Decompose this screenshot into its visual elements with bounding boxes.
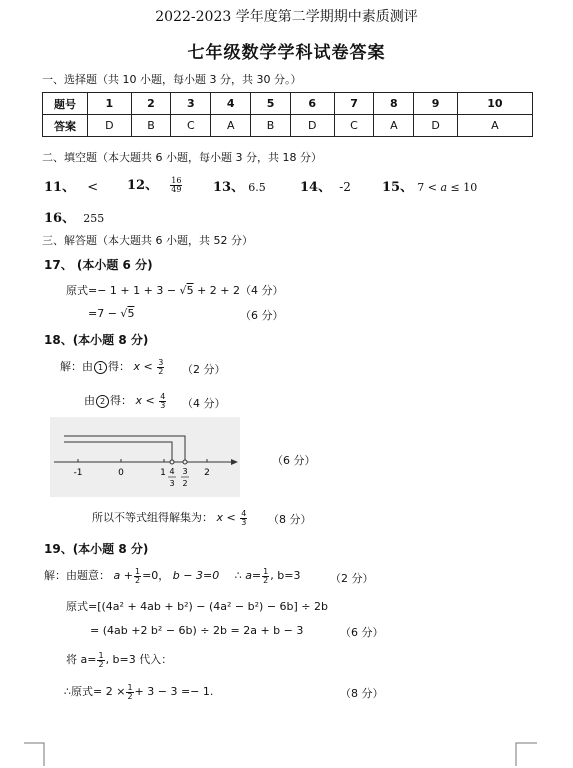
document-header: 2022-2023 学年度第二学期期中素质测评 [155,9,418,25]
question-number: 16、 [44,211,76,226]
table-cell: C [171,115,211,137]
answer-table [42,92,533,137]
table-cell: A [457,115,532,137]
table-cell: B [131,115,171,137]
radicand: 5 [127,307,135,320]
answer-variable: a [440,181,448,194]
table-cell: 10 [457,93,532,115]
answer-value: -2 [339,180,351,194]
open-point-3-2 [183,460,187,464]
fraction [159,393,166,410]
expression: ∴原式= 2 × [64,685,126,698]
operator: < [226,511,236,524]
section-1-heading: 一、选择题（共 10 小题，每小题 3 分，共 30 分。） [42,73,302,86]
expression: a + [113,569,133,582]
question-number: 14、 [300,180,332,195]
denominator: 2 [98,659,104,669]
operator: < [145,394,155,407]
answer-part: 7 < [417,181,437,194]
answer-q11 [44,176,98,195]
denominator: 2 [127,691,133,701]
open-point-4-3 [170,460,174,464]
table-cell: 6 [290,93,334,115]
document-title: 七年级数学学科试卷答案 [187,43,386,63]
denominator: 2 [263,575,269,585]
q18-score-2: （4 分） [182,397,226,410]
q19-line-1 [44,567,300,585]
table-cell: 4 [211,93,251,115]
q19-title: 19、(本小题 8 分) [44,542,149,556]
q19-line-2: 原式=[(4a² + 4ab + b²) − (4a² − b²) − 6b] ÷ 2b [66,600,328,613]
text: 得： [108,360,130,373]
q17-score-1: （4 分） [240,284,284,297]
fraction [97,652,104,669]
answer-value: 6.5 [248,181,266,194]
answer-q15 [382,176,477,195]
table-cell: B [251,115,291,137]
fraction-numerator: 4 [169,467,175,476]
operator: < [143,360,153,373]
question-number: 13、 [213,180,245,195]
q17-score-2: （6 分） [240,309,284,322]
variable: x [216,511,224,524]
table-cell: D [88,115,132,137]
fraction-denominator: 3 [169,479,175,488]
circled-number: 2 [96,395,109,408]
answer-value: < [87,180,99,195]
answer-q12 [127,174,183,194]
number-line-figure [50,417,240,497]
table-cell: A [374,115,414,137]
answer-q16 [44,207,104,226]
numerator: 1 [98,650,104,660]
section-2-heading: 二、填空题（本大题共 6 小题，每小题 3 分，共 18 分） [42,151,322,164]
fraction-denominator: 2 [182,479,188,488]
corner-mark-right [515,742,537,766]
numerator: 4 [160,391,166,401]
section-3-heading: 三、解答题（本大题共 6 小题，共 52 分） [42,234,253,247]
numerator: 1 [127,682,133,692]
table-cell: 2 [131,93,171,115]
radicand: 5 [186,284,194,297]
numerator: 16 [171,176,182,185]
q18-title: 18、(本小题 8 分) [44,333,149,347]
q17-title: 17、 (本小题 6 分) [44,258,153,272]
table-cell: D [290,115,334,137]
answer-part: ≤ 10 [450,181,478,194]
circled-number: 1 [94,361,107,374]
table-cell: 9 [414,93,458,115]
question-number: 15、 [382,180,414,195]
q18-line-1 [60,358,165,376]
q19-score-2: （6 分） [340,626,384,639]
expression: a= [245,569,262,582]
question-number: 11、 [44,180,76,195]
table-cell: 3 [171,93,211,115]
fraction [157,359,164,376]
table-cell: 5 [251,93,291,115]
q18-score-3: （6 分） [272,454,316,467]
text: 解：由 [60,360,93,373]
denominator: 3 [160,400,166,410]
numerator: 1 [134,566,141,576]
corner-mark-left [24,742,46,766]
denominator: 2 [158,366,164,376]
fraction [126,684,133,701]
table-cell: D [414,115,458,137]
table-cell: 7 [334,93,374,115]
q17-line-1 [66,282,240,298]
tick-label: 0 [118,468,124,478]
question-number: 12、 [127,178,159,193]
q18-line-2 [84,392,167,410]
q19-score-3: （8 分） [340,687,384,700]
figure-background [50,417,240,497]
numerator: 3 [158,357,164,367]
tick-label: 1 [160,468,166,478]
numerator: 4 [241,508,247,518]
text: 将 a= [66,653,97,666]
answer-value: 255 [83,212,105,225]
table-cell: C [334,115,374,137]
denominator: 49 [171,185,182,194]
text: 得： [110,394,132,407]
expression: , b=3 [270,569,301,582]
table-cell: A [211,115,251,137]
variable: x [135,394,143,407]
numerator: 1 [263,566,269,576]
text: , b=3 代入： [105,653,173,666]
q19-line-3: = (4ab +2 b² − 6b) ÷ 2b = 2a + b − 3 [90,624,304,637]
table-cell: 1 [88,93,132,115]
text: 解：由题意： [44,569,110,582]
fraction [170,177,182,194]
variable: x [133,360,141,373]
answer-value [417,181,477,194]
text: 所以不等式组得解集为： [92,511,213,524]
expression: + 2 + 2 [193,284,240,297]
table-row-label: 答案 [43,115,88,137]
expression: + 3 − 3 =− 1. [134,685,214,698]
q19-line-4 [66,651,172,669]
expression: =7 − √ [88,307,128,320]
q17-line-2 [88,307,134,320]
q18-conclusion [92,509,248,527]
table-cell: 8 [374,93,414,115]
tick-label: -1 [73,468,83,478]
fraction [240,510,247,527]
q19-score-1: （2 分） [330,572,374,585]
fraction [262,568,269,585]
q19-line-5 [64,683,213,701]
therefore-symbol: ∴ [234,569,242,582]
expression: b − 3=0 [172,569,220,582]
denominator: 2 [134,575,141,585]
expression: =0， [142,569,170,582]
q18-score-1: （2 分） [182,363,226,376]
expression: 原式=− 1 + 1 + 3 − √ [66,284,187,297]
text: 由 [84,394,95,407]
fraction [134,568,141,585]
answer-q14 [300,176,351,195]
answer-q13 [213,176,266,195]
table-row-label: 题号 [43,93,88,115]
tick-label: 2 [204,468,210,478]
denominator: 3 [241,517,247,527]
q18-score-4: （8 分） [268,513,312,526]
fraction-numerator: 3 [182,467,188,476]
